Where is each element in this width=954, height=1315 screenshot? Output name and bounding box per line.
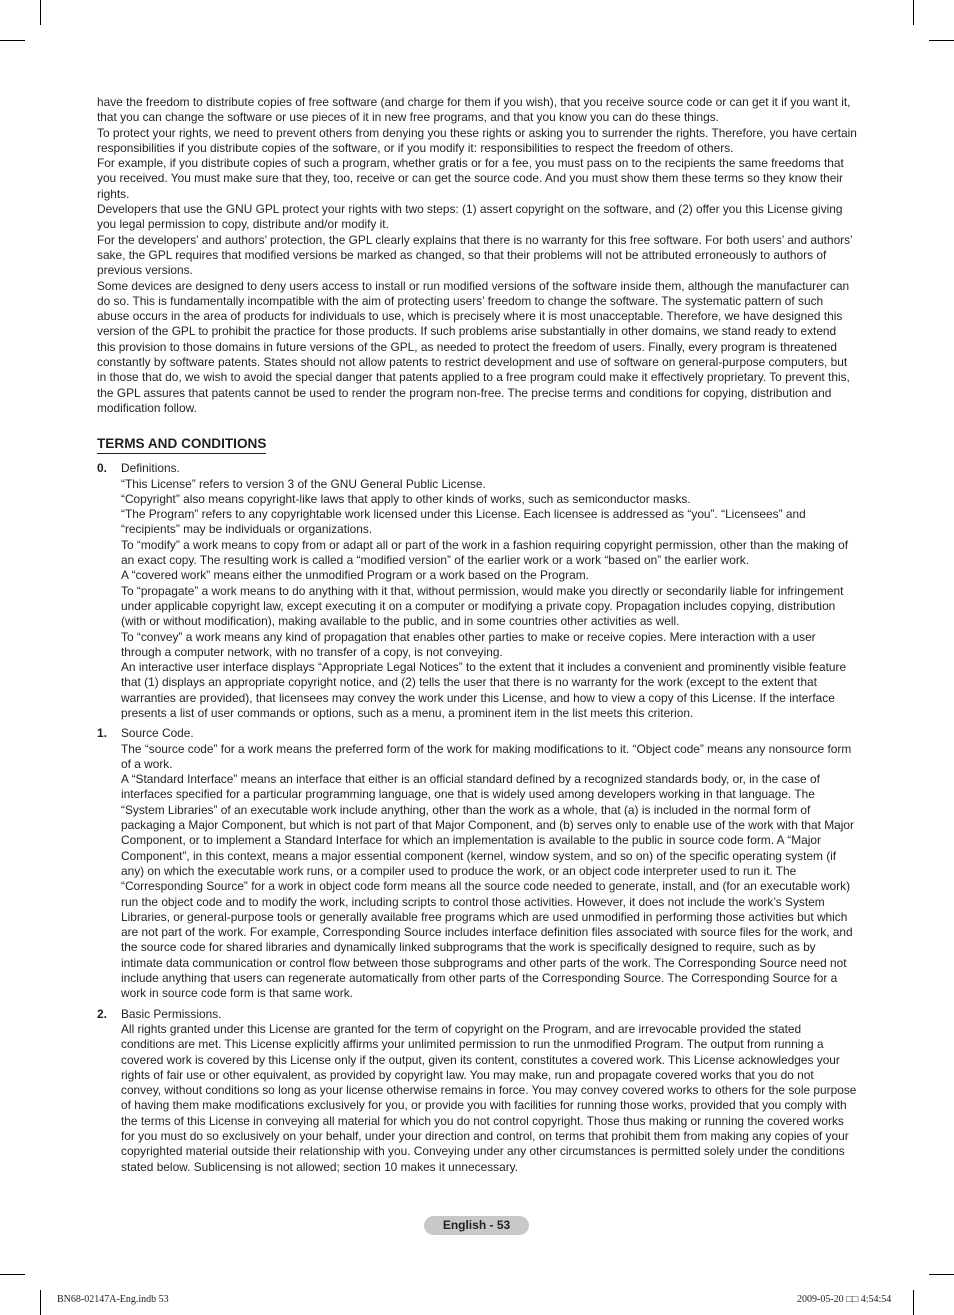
intro-paragraph: For example, if you distribute copies of such a program, whether gratis or for a fee, you must pass on to the recipients the same freedoms that you received. You must make sure that they, too, receive or can get the source code. And you must show them these terms so they know their rights. (97, 156, 844, 201)
item-paragraph: All rights granted under this License are granted for the term of copyright on the Program, and are irrevocable provided the stated conditions are met. This License explicitly affirms your unlimited permission to run the unmodified Program. The output from running a covered work is covered by this License only if the output, given its content, constitutes a covered work. This License acknowledges your rights of fair use or other equivalent, as provided by copyright law. You may make, run and propagate covered works that you do not convey, without conditions so long as your license otherwise remains in force. You may convey covered works to others for the sole purpose of having them make modifications exclusively for you, or provide you with facilities for running those works, provided that you comply with the terms of this License in conveying all material for which you do not control copyright. Those thus making or running the covered works for you must do so exclusively on your behalf, under your direction and control, on terms that prohibit them from making any copies of your copyrighted material outside their relationship with you. Conveying under any other circumstances is permitted solely under the conditions stated below. Sublicensing is not allowed; section 10 makes it unnecessary. (121, 1021, 857, 1174)
item-number: 0. (97, 461, 107, 476)
footer-timestamp: 2009-05-20 □□ 4:54:54 (797, 1294, 892, 1305)
list-item-2 (97, 1007, 857, 1175)
crop-mark (0, 1274, 25, 1275)
intro-paragraph: For the developers' and authors’ protection, the GPL clearly explains that there is no warranty for this free software. For both users’ and authors’ sake, the GPL requires that modified versions be marked as changed, so that their problems will not be attributed erroneously to authors of previous versions. (97, 232, 853, 278)
item-paragraph: An interactive user interface displays “Appropriate Legal Notices” to the extent that it includes a convenient and prominently visible feature that (1) displays an appropriate copyright notice, and (2) tells the user that there is no warranty for the work (except to the extent that warranties are provided), that licensees may convey the work under this License, and how to view a copy of this License. If the interface presents a list of user commands or options, such as a menu, a prominent item in the list meets this criterion. (121, 660, 847, 720)
list-item-1 (97, 726, 857, 1001)
item-number: 1. (97, 726, 107, 741)
item-paragraph: A “Standard Interface” means an interface that either is an official standard defined by a recognized standards body, or, in the case of interfaces specified for a particular programming language, one that is widely used among developers working in that language. The “System Libraries” of an executable work include anything, other than the work as a whole, that (a) is included in the normal form of packaging a Major Component, but which is not part of that Major Component, and (b) serves only to enable use of the work with that Major Component, or to implement a Standard Interface for which an implementation is available to the public in source code form. A “Major Component”, in this context, means a major essential component (kernel, window system, and so on) of the specific operating system (if any) on which the executable work runs, or a compiler used to produce the work, or an object code interpreter used to run it. The “Corresponding Source” for a work in object code form means all the source code needed to generate, install, and (for an executable work) run the object code and to modify the work, including scripts to control those activities. However, it does not include the work’s System Libraries, or general-purpose tools or generally available free programs which are used unmodified in performing those activities but which are not part of the work. For example, Corresponding Source includes interface definition files associated with source files for the work, and the source code for shared libraries and dynamically linked subprograms that the work is specifically designed to require, such as by intimate data communication or control flow between those subprograms and other parts of the work. The Corresponding Source need not include anything that users can regenerate automatically from other parts of the Corresponding Source. The Corresponding Source for a work in source code form is that same work. (121, 772, 854, 1001)
item-paragraph: To “modify” a work means to copy from or adapt all or part of the work in a fashion requiring copyright permission, other than the making of an exact copy. The resulting work is called a “modified version” of the earlier work or a work “based on” the earlier work. (121, 537, 848, 568)
footer-file-info: BN68-02147A-Eng.indb 53 (57, 1294, 169, 1305)
item-paragraph: “Copyright” also means copyright-like laws that apply to other kinds of works, such as semiconductor masks. (121, 491, 691, 506)
item-paragraph: The “source code” for a work means the preferred form of the work for making modifications to it. “Object code” means any nonsource form of a work. (121, 741, 852, 771)
crop-mark (929, 40, 954, 41)
section-title: TERMS AND CONDITIONS (97, 435, 266, 454)
document-body (97, 95, 857, 1175)
item-paragraph: “The Program” refers to any copyrightable work licensed under this License. Each licensee is addressed as “you”. “Licensees” and “recipients” may be individuals or organizations. (121, 507, 806, 537)
intro-paragraph: have the freedom to distribute copies of free software (and charge for them if you wish), that you receive source code or can get it if you want it, that you can change the software or use pieces of it in new free programs, and that you know you can do these things. (97, 95, 851, 125)
intro-paragraph: Developers that use the GNU GPL protect your rights with two steps: (1) assert copyright on the software, and (2) offer you this License giving you legal permission to copy, distribute and/or modify it. (97, 202, 843, 232)
item-heading: Definitions. (121, 461, 180, 476)
item-paragraph: A “covered work” means either the unmodified Program or a work based on the Program. (121, 568, 589, 583)
list-item-0 (97, 461, 857, 721)
intro-paragraph: Some devices are designed to deny users access to install or run modified versions of the software inside them, although the manufacturer can do so. This is fundamentally incompatible with the aim of protecting users’ freedom to change the software. The systematic pattern of such abuse occurs in the area of products for individuals to use, which is precisely where it is most unacceptable. Therefore, we have designed this version of the GPL to prohibit the practice for those products. If such problems arise substantially in other domains, we stand ready to extend this provision to those domains in future versions of the GPL, as needed to protect the freedom of users. Finally, every program is threatened constantly by software patents. States should not allow patents to restrict development and use of software on general-purpose computers, but in those that do, we wish to avoid the special danger that patents applied to a free program could make it effectively proprietary. To prevent this, the GPL assures that patents cannot be used to render the program non-free. The precise terms and conditions for copying, distribution and modification follow. (97, 278, 850, 415)
item-paragraph: To “propagate” a work means to do anything with it that, without permission, would make you directly or secondarily liable for infringement under applicable copyright law, except executing it on a computer or modifying a private copy. Propagation includes copying, distribution (with or without modification), making available to the public, and in some countries other activities as well. (121, 583, 844, 629)
item-heading: Basic Permissions. (121, 1006, 222, 1021)
item-number: 2. (97, 1006, 107, 1021)
crop-mark (40, 1290, 41, 1315)
item-paragraph: “This License” refers to version 3 of the GNU General Public License. (121, 476, 486, 491)
crop-mark (913, 1290, 914, 1315)
crop-mark (0, 40, 25, 41)
item-heading: Source Code. (121, 726, 194, 741)
item-paragraph: To “convey” a work means any kind of propagation that enables other parties to make or receive copies. Mere interaction with a user through a computer network, with no transfer of a copy, is not conveying. (121, 629, 816, 659)
crop-mark (929, 1274, 954, 1275)
crop-mark (913, 0, 914, 25)
intro-paragraph: To protect your rights, we need to prevent others from denying you these rights or asking you to surrender the rights. Therefore, you have certain responsibilities if you distribute copies of the software, or if you modify it: responsibilities to respect the freedom of others. (97, 125, 857, 155)
crop-mark (40, 0, 41, 25)
intro-section (97, 95, 857, 416)
page-number-badge: English - 53 (424, 1216, 529, 1235)
